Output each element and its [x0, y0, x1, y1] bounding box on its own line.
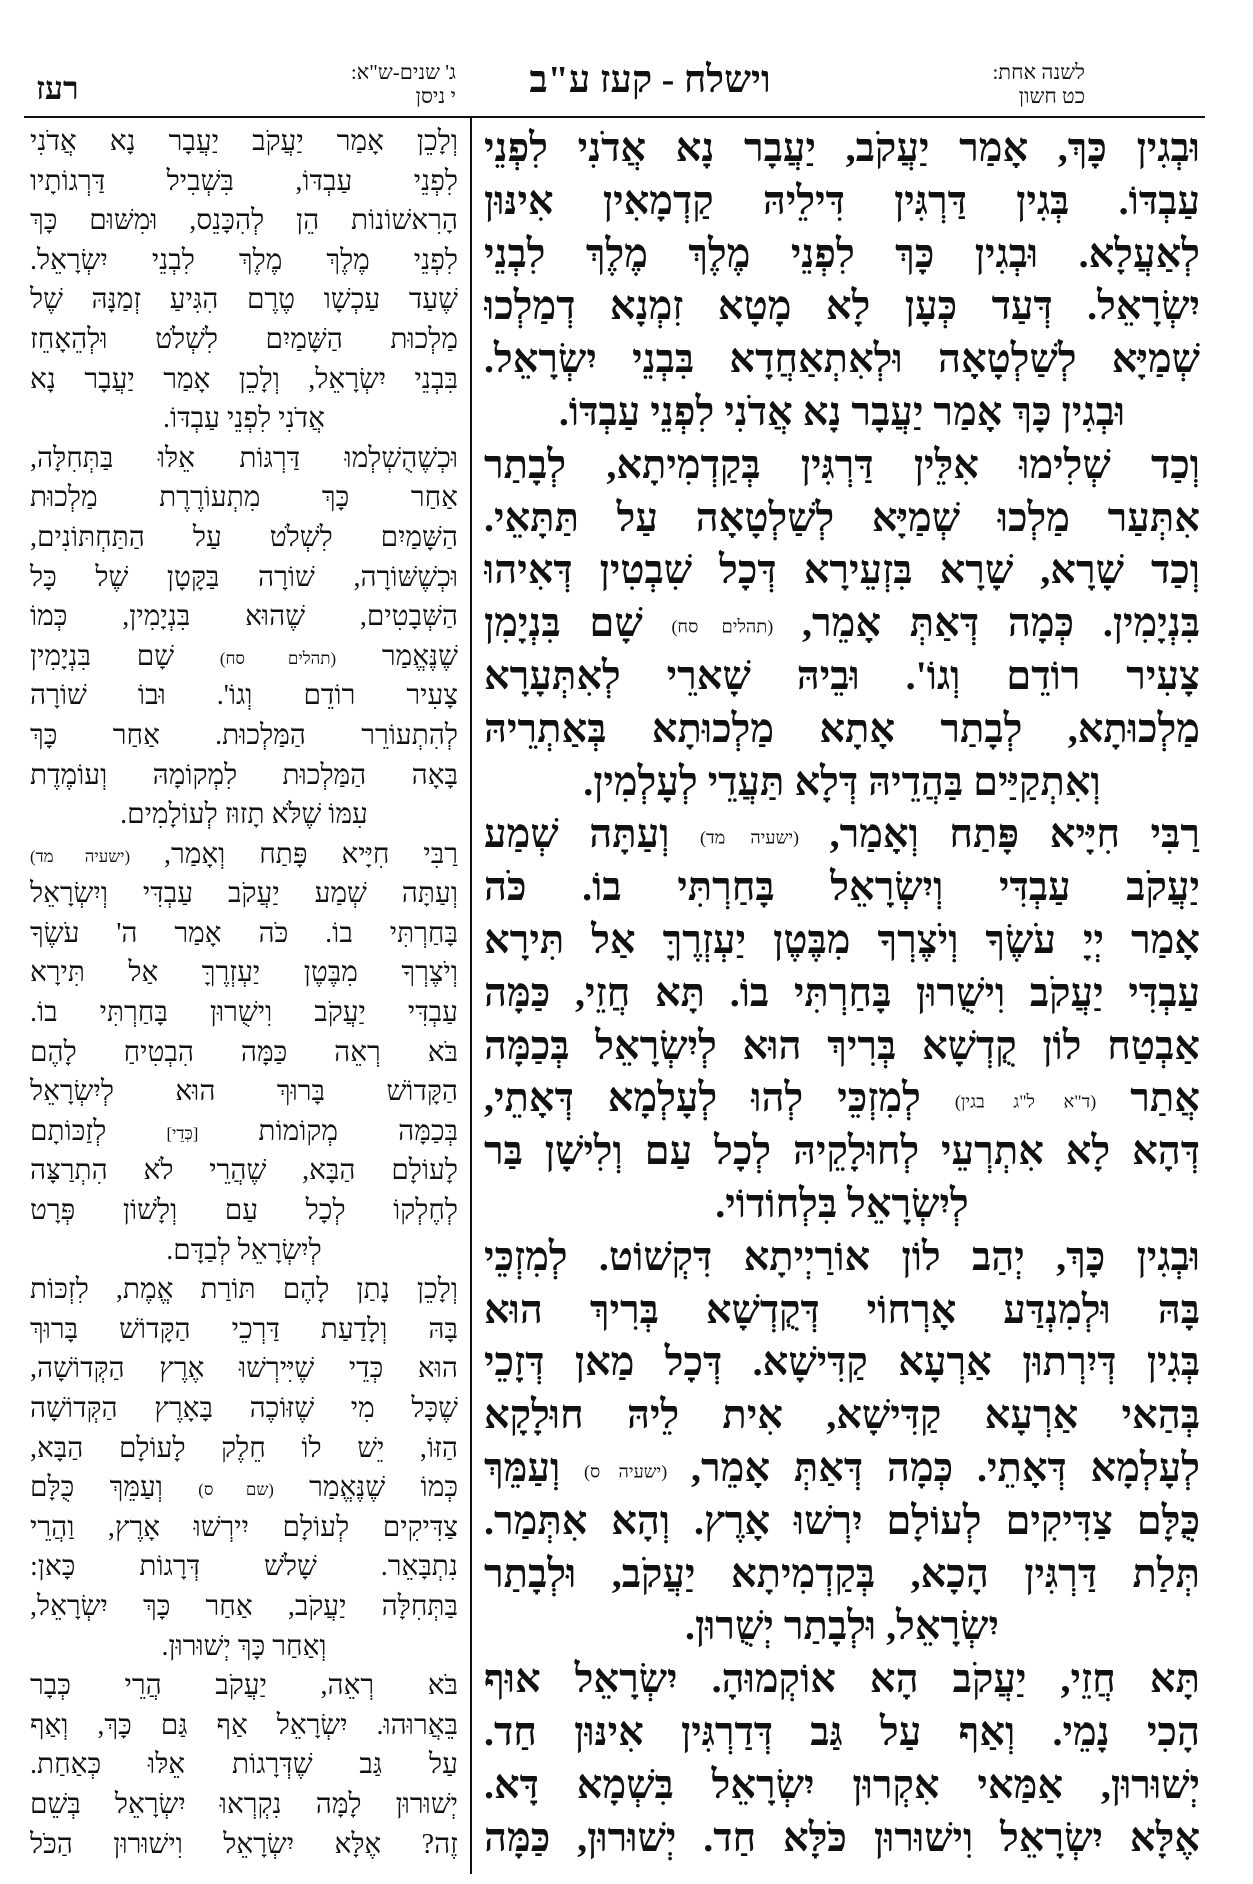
- translation-line: בָּחַרְתִּי בוֹ. כֹּה אָמַר ה' עֹשֶׂךָ: [30, 917, 458, 949]
- main-text-line: וְכַד שְׁלִימוּ אִלֵּין דַּרְגִּין בְּקַדְמִיתָא, לְבָתַר: [484, 441, 1200, 487]
- translation-line: הַשְּׁבָטִים, שֶׁהוּא בִּנְיָמִין, כְּמוֹ: [30, 601, 458, 633]
- translation-line: בָּאָה הַמַּלְכוּת לִמְקוֹמָהּ וְעוֹמֶדֶת: [30, 759, 458, 791]
- paragraph: [30, 1666, 458, 1864]
- source-reference: (ישעיה ס): [584, 1461, 668, 1482]
- main-text-line: אַבְטַח לוֹן קֻדְשָׁא בְּרִיךְ הוּא לְיִשְׂרָאֵל בְּכַמָּה: [484, 1022, 1200, 1068]
- main-text-line: כֻּלָּם צַדִּיקִים לְעוֹלָם יִרְשׁוּ אָרֶץ. וְהָא אִתְּמַר.: [484, 1497, 1200, 1543]
- translation-line: אֲדֹנִי לִפְנֵי עַבְדּוֹ.: [163, 403, 325, 435]
- main-text-line: צָעִיר רוֹדֵם וְגוֹ'. וּבֵיהּ שָׁארֵי לְאִתְּעָרָא: [484, 652, 1200, 698]
- translation-line: וְעַתָּה שְׁמַע יַעֲקֹב עַבְדִּי וְיִשְׂרָאֵל: [30, 878, 458, 910]
- header-schedule-date: י ניסן: [415, 84, 456, 108]
- source-reference: (ד"א ל"ג בגין): [954, 1091, 1097, 1112]
- translation-line: בֵּאֲרוּהוּ. יִשְׂרָאֵל אַף גַּם כָּךְ, וְאַף: [30, 1709, 458, 1741]
- paragraph: [30, 1270, 458, 1666]
- translation-line: בֹּא רְאֵה כַּמָּה הִבְטִיחַ לָהֶם: [30, 1036, 458, 1068]
- main-text-column: [484, 122, 1200, 1874]
- main-text-line: לְאַעֲלָא. וּבְגִין כָּךְ לִפְנֵי מֶלֶךְ מֶלֶךְ לִבְנֵי: [484, 230, 1200, 276]
- translation-line: בַּתְּחִלָּה יַעֲקֹב, אַחַר כָּךְ יִשְׂרָאֵל,: [30, 1590, 458, 1622]
- translation-line: צָעִיר רוֹדֵם וְגוֹ'. וּבוֹ שׁוֹרָה: [30, 680, 458, 712]
- translation-line: שֶׁכָּל מִי שֶׁזּוֹכֶה בָּאָרֶץ הַקְּדוֹשָׁה: [30, 1393, 458, 1424]
- main-text-line: וּבְגִין כָּךְ אָמַר יַעֲבָר נָא אֲדֹנִי לִפְנֵי עַבְדּוֹ.: [558, 388, 1126, 434]
- source-reference: (תהלים סח): [671, 616, 774, 637]
- translation-line: עַבְדִּי יַעֲקֹב וִישֻׁרוּן בָּחַרְתִּי בוֹ.: [30, 997, 458, 1029]
- translation-line: הַזּוֹ, יֵשׁ לוֹ חֵלֶק לָעוֹלָם הַבָּא,: [30, 1432, 458, 1464]
- main-text-line: יַעֲקֹב עַבְדִּי וְיִשְׂרָאֵל בָּחַרְתִּי בוֹ. כֹּה: [484, 864, 1200, 910]
- main-text-line: אֲתַר (ד"א ל"ג בגין) לְמִזְכֵּי לְהוּ לְעָלְמָא דְּאָתֵי,: [484, 1075, 1200, 1121]
- translation-line: צַדִּיקִים לְעוֹלָם יִירְשׁוּ אָרֶץ, וַהֲרֵי: [30, 1511, 458, 1543]
- header-schedule-date: כט חשון: [1018, 84, 1085, 108]
- translation-line: שֶׁעַד עַכְשָׁו טֶרֶם הִגִּיעַ זְמַנָּהּ שֶׁל: [30, 284, 458, 316]
- main-text-line: בָּהּ וּלְמִנְדַּע אָרְחוֹי דְּקֻדְשָׁא בְּרִיךְ הוּא: [484, 1286, 1200, 1332]
- main-text-line: יִשְׂרָאֵל. דְּעַד כְּעָן לָא מָטָא זִמְנָא דְמַלְכוּ: [484, 283, 1200, 329]
- main-text-line: אָמַר יְיָ עֹשֶׂךָ וְיֹצֶרְךָ מִבֶּטֶן יַעְזְרֶךָּ אַל תִּירָא: [484, 916, 1200, 962]
- page-number: רעז: [36, 70, 79, 106]
- translation-line: בְּכַמָּה מְקוֹמוֹת [כְּדֵי] לְזַכּוֹתָם: [30, 1115, 458, 1147]
- header-rule: [24, 116, 1205, 118]
- translation-line: רַבִּי חִיָּיא פָּתַח וְאָמַר, (ישעיה מד): [30, 838, 458, 870]
- main-text-line: שְׁמַיָּא לְשַׁלְטָאָה וּלְאִתְאַחֲדָא בִּבְנֵי יִשְׂרָאֵל.: [484, 336, 1200, 382]
- translation-line: לִפְנֵי מֶלֶךְ מֶלֶךְ לִבְנֵי יִשְׂרָאֵל.: [30, 244, 458, 276]
- translation-line: הָרִאשׁוֹנוֹת הֵן לְהִכָּנֵס, וּמִשּׁוּם כָּךְ: [30, 205, 458, 237]
- main-text-line: הָכִי נָמֵי. וְאַף עַל גַּב דְּדַרְגִּין אִינּוּן חַד.: [484, 1708, 1200, 1754]
- translation-line: מַלְכוּת הַשָּׁמַיִם לִשְׁלֹט וּלְהֵאָחֵז: [30, 323, 458, 355]
- translation-line: וּכְשֶׁהֻשְׁלְמוּ דַּרְגּוֹת אֵלּוּ בַּתְּחִלָּה,: [30, 442, 458, 474]
- main-text-line: וּבְגִין כָּךְ, אָמַר יַעֲקֹב, יַעֲבָר נָא אֲדֹנִי לִפְנֵי: [484, 125, 1200, 170]
- translation-line: אַחַר כָּךְ מִתְעוֹרֶרֶת מַלְכוּת: [30, 482, 458, 514]
- main-text-line: יְשׁוּרוּן, אַמַּאי אִקְרוּן יִשְׂרָאֵל בִּשְׁמָא דָּא.: [484, 1761, 1200, 1807]
- main-text-line: בִּנְיָמִין. כְּמָה דְּאַתְּ אָמֵר, (תהלים סח) שָׁם בִּנְיָמִן: [484, 600, 1200, 646]
- main-text-line: מַלְכוּתָא, לְבָתַר אָתָא מַלְכוּתָא בְּאַתְרֵיהּ: [484, 705, 1200, 751]
- source-reference: (ישעיה מד): [699, 827, 800, 848]
- page-title: וישלח - קעז ע"ב: [529, 59, 771, 101]
- translation-line: יְשׁוּרוּן לָמָּה נִקְרְאוּ יִשְׂרָאֵל בְּשֵׁם: [30, 1788, 458, 1820]
- translation-line: לָעוֹלָם הַבָּא, שֶׁהֲרֵי לֹא הִתְרַצָּה: [30, 1155, 458, 1187]
- header-schedule-one-year: [955, 60, 1085, 108]
- source-reference: (שם ס): [198, 1479, 274, 1499]
- paragraph: [484, 122, 1200, 439]
- translation-line: וְאַחַר כָּךְ יְשׁוּרוּן.: [161, 1630, 327, 1662]
- translation-line: וְלָכֵן נָתַן לָהֶם תּוֹרַת אֱמֶת, לִזְכּוֹת: [30, 1274, 458, 1306]
- translation-line: לִפְנֵי עַבְדּוֹ, בִּשְׁבִיל דַּרְגוֹתָיו: [30, 165, 458, 197]
- translation-line: לְחֶלְקוֹ לְכָל עַם וְלָשׁוֹן פְּרָט: [30, 1195, 458, 1227]
- header-schedule-three-years: [290, 60, 456, 108]
- translation-line: וּכְשֶׁשּׁוֹרָה, שׁוֹרָה בַּקָּטָן שֶׁל כָּל: [30, 561, 458, 593]
- source-reference: [כְּדֵי]: [166, 1123, 199, 1143]
- translation-line: בִּבְנֵי יִשְׂרָאֵל, וְלָכֵן אָמַר יַעֲבָר נָא: [30, 363, 458, 395]
- translation-line: הַקָּדוֹשׁ בָּרוּךְ הוּא לְיִשְׂרָאֵל: [30, 1076, 458, 1108]
- main-text-line: וּבְגִין כָּךְ, יְהַב לוֹן אוֹרַיְיתָא דִּקְשׁוֹט. לְמִזְכֵּי: [484, 1233, 1200, 1279]
- header-schedule-label: ג' שנים-ש"א:: [350, 60, 456, 84]
- translation-line: לְהִתְעוֹרֵר הַמַּלְכוּת. אַחַר כָּךְ: [30, 719, 458, 751]
- main-text-line: וְאִתְקַיַּים בַּהֲדֵיהּ דְּלָא תַּעֲדֵי לְעָלְמִין.: [583, 758, 1101, 804]
- translation-line: שֶׁנֶּאֱמַר (תהלים סח) שָׁם בִּנְיָמִין: [30, 640, 458, 672]
- main-text-line: וְכַד שָׁרָא, שָׁרָא בִּזְעֵירָא דְּכָל שִׁבְטִין דְּאִיהוּ: [484, 547, 1200, 593]
- header-schedule-label: לשנה אחת:: [992, 60, 1085, 84]
- main-text-line: יִשְׂרָאֵל, וּלְבָתַר יְשֻׁרוּן.: [684, 1603, 999, 1649]
- main-text-line: עַבְדִּי יַעֲקֹב וִישֻׁרוּן בָּחַרְתִּי בוֹ. תָּא חֲזֵי, כַּמָּה: [484, 969, 1200, 1015]
- paragraph: [30, 439, 458, 835]
- translation-line: עִמּוֹ שֶׁלֹּא תָזוּז לְעוֹלָמִים.: [120, 799, 368, 831]
- paragraph: [30, 835, 458, 1271]
- main-text-line: תָּא חֲזֵי, יַעֲקֹב הָא אוֹקְמוּהָ. יִשְׂרָאֵל אוּף: [484, 1656, 1200, 1702]
- translation-line: נִתְבָּאֵר. שָׁלֹשׁ דְּרָגוֹת כָּאן:: [30, 1551, 458, 1583]
- translation-line: לְיִשְׂרָאֵל לְבַדָּם.: [166, 1234, 322, 1266]
- main-text-line: דְּהָא לָא אִתְרְעֵי לְחוּלָקֵיהּ לְכָל עַם וְלִישָׁן בַּר: [484, 1128, 1200, 1174]
- main-text-line: בְּהַאי אַרְעָא קַדִּישָׁא, אִית לֵיהּ חוּלָקָא: [484, 1392, 1200, 1438]
- translation-line: בָּהּ וְלָדַעַת דַּרְכֵי הַקָּדוֹשׁ בָּרוּךְ: [30, 1313, 458, 1345]
- main-text-line: אִתְּעַר מַלְכוּ שְׁמַיָּא לְשַׁלְטָאָה עַל תַּתָּאֵי.: [484, 494, 1200, 540]
- main-text-line: רַבִּי חִיָּיא פָּתַח וְאָמַר, (ישעיה מד) וְעַתָּה שְׁמַע: [484, 811, 1200, 857]
- main-text-line: בְּגִין דְּיִרְתוּן אַרְעָא קַדִּישָׁא. דְּכָל מַאן דְּזָכֵי: [484, 1339, 1200, 1385]
- translation-line: כְּמוֹ שֶׁנֶּאֱמַר (שם ס) וְעַמֵּךְ כֻּלָּם: [30, 1472, 458, 1504]
- main-text-line: אֶלָּא יִשְׂרָאֵל וִישׁוּרוּן כֹּלָּא חַד. יְשׁוּרוּן, כַּמָּה: [484, 1814, 1200, 1860]
- translation-column: [30, 122, 458, 1874]
- main-text-line: תְּלַת דַּרְגִּין הָכָא, בְּקַדְמִיתָא יַעֲקֹב, וּלְבָתַר: [484, 1550, 1200, 1596]
- translation-line: זֶה? אֶלָּא יִשְׂרָאֵל וִישׁוּרוּן הַכֹּל: [30, 1828, 458, 1860]
- paragraph: [484, 1653, 1200, 1864]
- source-reference: (תהלים סח): [219, 648, 337, 668]
- translation-line: וְלָכֵן אָמַר יַעֲקֹב יַעֲבָר נָא אֲדֹנִי: [30, 126, 458, 157]
- paragraph: [484, 808, 1200, 1230]
- main-text-line: לְעָלְמָא דְּאָתֵי. כְּמָה דְּאַתְּ אָמֵר, (ישעיה ס) וְעַמֵּךְ: [484, 1444, 1200, 1490]
- translation-line: הוּא כְּדֵי שֶׁיִּירְשׁוּ אֶרֶץ הַקְּדוֹשָׁה,: [30, 1353, 458, 1385]
- translation-line: וְיֹצֶרְךָ מִבֶּטֶן יַעְזְרֶךָּ אַל תִּירָא: [30, 957, 458, 989]
- column-divider: [470, 116, 472, 1874]
- paragraph: [30, 122, 458, 439]
- translation-line: הַשָּׁמַיִם לִשְׁלֹט עַל הַתַּחְתּוֹנִים,: [30, 521, 458, 553]
- main-text-line: לְיִשְׂרָאֵל בִּלְחוֹדוֹי.: [715, 1180, 969, 1226]
- translation-line: בֹּא רְאֵה, יַעֲקֹב הֲרֵי כְּבָר: [30, 1670, 458, 1702]
- paragraph: [484, 439, 1200, 809]
- source-reference: (ישעיה מד): [30, 846, 131, 866]
- paragraph: [484, 1231, 1200, 1653]
- main-text-line: עַבְדּוֹ. בְּגִין דַּרְגִּין דִּילֵיהּ קַדְמָאִין אִינּוּן: [484, 177, 1200, 223]
- translation-line: עַל גַּב שֶׁדְּרָגוֹת אֵלּוּ כְּאַחַת.: [30, 1749, 458, 1781]
